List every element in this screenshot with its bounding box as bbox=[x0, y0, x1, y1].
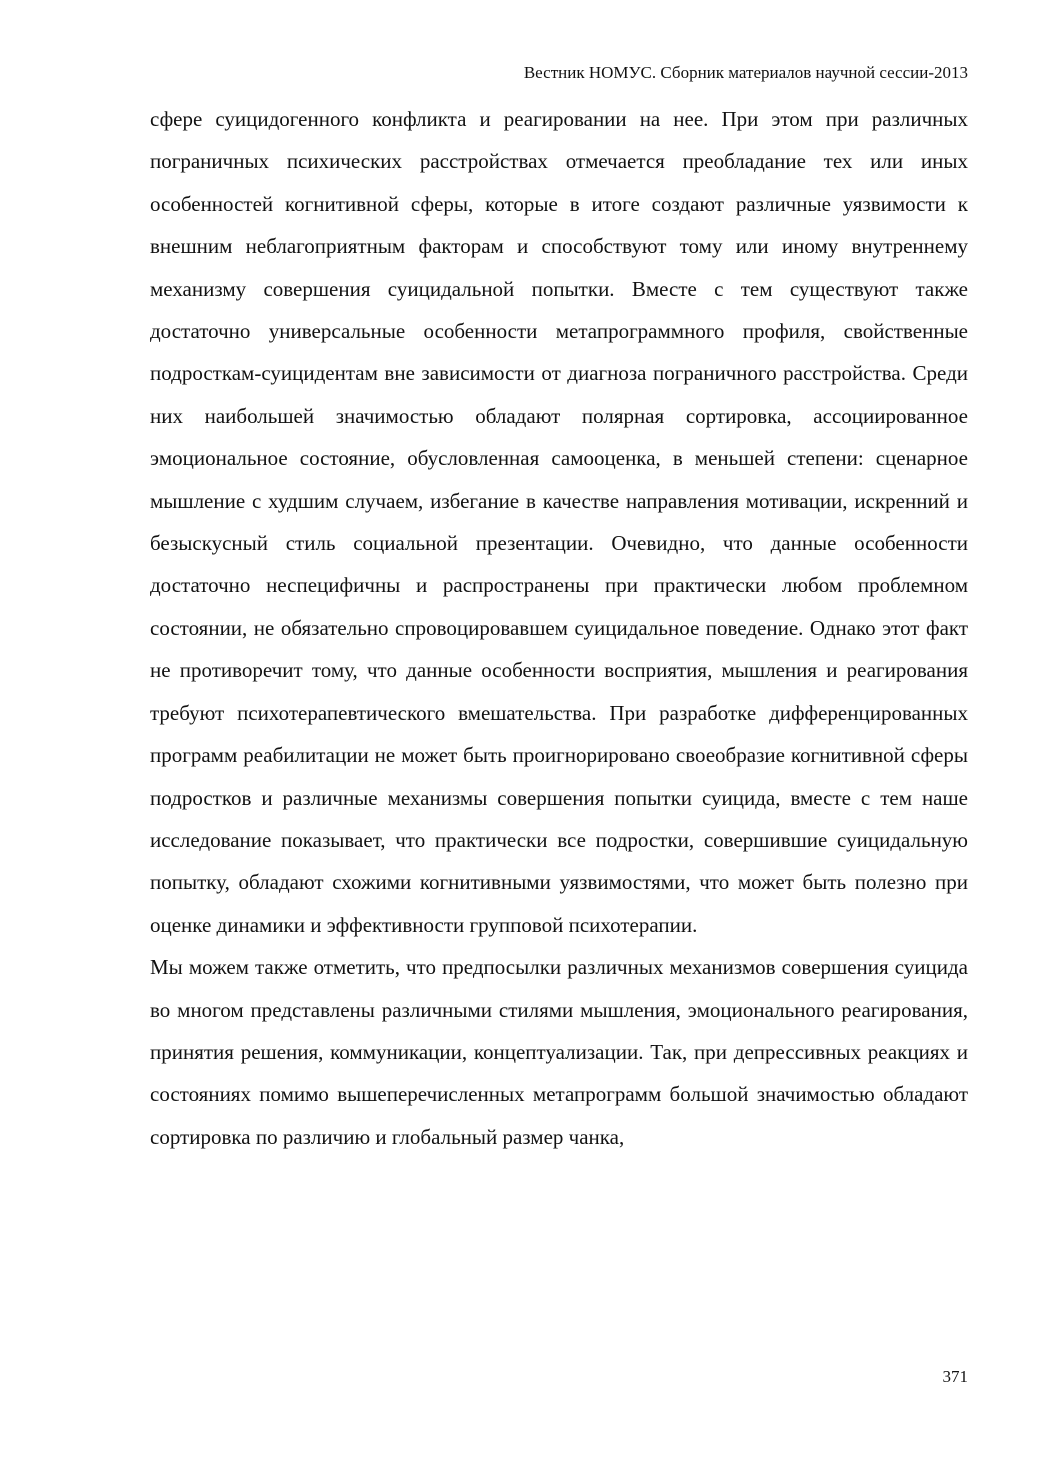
running-header: Вестник НОМУС. Сборник материалов научной сессии-2013 bbox=[523, 63, 968, 82]
body-text bbox=[150, 98, 968, 1158]
paragraph: Мы можем также отметить, что предпосылки различных механизмов совершения суицида во многом представлены различными стилями мышления, эмоционального реагирования, принятия решения, коммуникации, концептуализации. Так, при депрессивных реакциях и состояниях помимо вышеперечисленных метапрограмм большой значимостью обладают сортировка по различию и глобальный размер чанка, bbox=[150, 955, 968, 1149]
page-number: 371 bbox=[942, 1367, 968, 1386]
paragraph: сфере суицидогенного конфликта и реагировании на нее. При этом при различных пограничных психических расстройствах отмечается преобладание тех или иных особенностей когнитивной сферы, которые в итоге создают различные уязвимости к внешним неблагоприятным факторам и способствуют тому или иному внутреннему механизму совершения суицидальной попытки. Вместе с тем существуют также достаточно универсальные особенности метапрограммного профиля, свойственные подросткам-суицидентам вне зависимости от диагноза пограничного расстройства. Среди них наибольшей значимостью обладают полярная сортировка, ассоциированное эмоциональное состояние, обусловленная самооценка, в меньшей степени: сценарное мышление с худшим случаем, избегание в качестве направления мотивации, искренний и безыскусный стиль социальной презентации. Очевидно, что данные особенности достаточно неспецифичны и распространены при практически любом проблемном состоянии, не обязательно спровоцировавшем суицидальное поведение. Однако этот факт не противоречит тому, что данные особенности восприятия, мышления и реагирования требуют психотерапевтического вмешательства. При разработке дифференцированных программ реабилитации не может быть проигнорировано своеобразие когнитивной сферы подростков и различные механизмы совершения попытки суицида, вместе с тем наше исследование показывает, что практически все подростки, совершившие суицидальную попытку, обладают схожими когнитивными уязвимостями, что может быть полезно при оценке динамики и эффективности групповой психотерапии. bbox=[150, 107, 968, 937]
